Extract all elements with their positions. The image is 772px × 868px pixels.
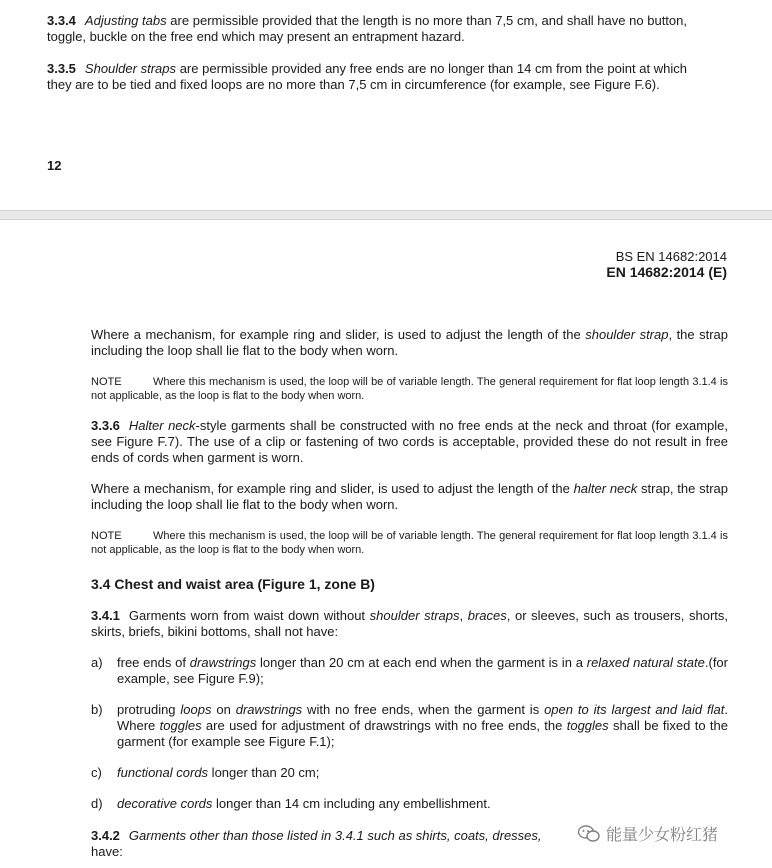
term: braces <box>467 608 507 623</box>
header-standard: BS EN 14682:2014 <box>615 249 727 264</box>
term: halter neck <box>573 481 638 496</box>
text-run: , or sleeves, such as trousers, shorts, skirts, briefs, bikini bottoms, shall not have: <box>91 608 729 639</box>
wechat-icon <box>578 825 600 843</box>
mechanism-paragraph-2 <box>91 481 728 513</box>
clause-number: 3.3.4 <box>47 13 76 28</box>
clause-3-4-2-continuation: have: <box>91 844 123 859</box>
clause-term: Adjusting tabs <box>84 13 167 28</box>
list-item-b <box>91 702 728 750</box>
mechanism-paragraph-1 <box>91 327 728 359</box>
header-en: EN 14682:2014 (E) <box>606 264 727 280</box>
clause-number: 3.3.6 <box>91 418 120 433</box>
term: decorative cords <box>117 796 213 811</box>
text-run: . Where <box>117 702 729 733</box>
term: functional cords <box>117 765 209 780</box>
term: drawstrings <box>189 655 257 670</box>
text-run: longer than 20 cm at each end when the garment is in a <box>256 655 587 670</box>
text-run: , <box>459 608 468 623</box>
list-label: c) <box>91 765 102 780</box>
clause-term: Halter neck <box>128 418 196 433</box>
list-item-d <box>91 796 728 812</box>
term: shoulder straps <box>369 608 460 623</box>
term: toggles <box>566 718 609 733</box>
list-text <box>117 796 728 812</box>
list-text <box>117 655 728 687</box>
term: drawstrings <box>235 702 303 717</box>
clause-text: are permissible provided any free ends are no longer than 14 cm from the point at which they are to be tied and fixed loops are no more than 7,5 cm in circumference (for example, see Figure F.6). <box>47 61 687 92</box>
top-page <box>0 0 772 210</box>
text-run: Garments other than those listed in 3.4.1 such as shirts, coats, dresses, <box>128 828 542 843</box>
clause-3-3-6 <box>91 418 728 466</box>
clause-text: are permissible provided that the length is no more than 7,5 cm, and shall have no button, toggle, buckle on the free end which may present an entrapment hazard. <box>47 13 687 44</box>
note-2 <box>91 529 728 557</box>
text-run: are used for adjustment of drawstrings with no free ends, the <box>201 718 567 733</box>
text-run: strap, the strap including the loop shall lie flat to the body when worn. <box>91 481 728 512</box>
term: open to its largest and laid flat <box>544 702 725 717</box>
page-number: 12 <box>47 158 62 173</box>
text-run: Where a mechanism, for example ring and slider, is used to adjust the length of the <box>91 481 574 496</box>
note-1 <box>91 375 728 403</box>
text-run: on <box>211 702 236 717</box>
text-run: , the strap including the loop shall lie flat to the body when worn. <box>91 327 729 358</box>
clause-number: 3.3.5 <box>47 61 76 76</box>
watermark <box>578 822 718 845</box>
list-item-a <box>91 655 728 687</box>
note-text: Where this mechanism is used, the loop will be of variable length. The general requirement for flat loop length 3.1.4 is not applicable, as the loop is flat to the body when worn. <box>91 376 728 402</box>
text-run: protruding <box>117 702 181 717</box>
list-text <box>117 702 728 750</box>
text-run: longer than 20 cm; <box>208 765 320 780</box>
list-label: a) <box>91 655 103 670</box>
note-text: Where this mechanism is used, the loop will be of variable length. The general requirement for flat loop length 3.1.4 is not applicable, as the loop is flat to the body when worn. <box>91 530 728 556</box>
section-heading-3-4: 3.4 Chest and waist area (Figure 1, zone B) <box>91 576 375 592</box>
term: relaxed natural state <box>586 655 705 670</box>
note-label: NOTE <box>91 376 122 388</box>
list-item-c <box>91 765 728 781</box>
term: shoulder strap <box>585 327 669 342</box>
clause-term: Shoulder straps <box>84 61 177 76</box>
clause-3-3-4 <box>47 13 687 45</box>
list-text <box>117 765 728 781</box>
clause-text: -style garments shall be constructed with no free ends at the neck and throat (for example, see Figure F.7). The use of a clip or fastening of two cords is acceptable, provided these do not result in free ends of cords when garment is worn. <box>91 418 728 465</box>
text-run: with no free ends, when the garment is <box>302 702 545 717</box>
text-run: Garments worn from waist down without <box>128 608 370 623</box>
bottom-page <box>0 220 772 868</box>
clause-3-4-2 <box>91 828 581 844</box>
clause-number: 3.4.2 <box>91 828 120 843</box>
clause-3-4-1 <box>91 608 728 640</box>
page-separator <box>0 210 772 220</box>
note-label: NOTE <box>91 530 122 542</box>
clause-3-3-5 <box>47 61 687 93</box>
text-run: .(for example, see Figure F.9); <box>117 655 728 686</box>
text-run: Where a mechanism, for example ring and slider, is used to adjust the length of the <box>91 327 586 342</box>
list-label: b) <box>91 702 103 717</box>
clause-number: 3.4.1 <box>91 608 120 623</box>
watermark-text: 能量少女粉红猪 <box>606 827 719 844</box>
term: toggles <box>159 718 202 733</box>
text-run: free ends of <box>117 655 190 670</box>
text-run: shall be fixed to the garment (for example see Figure F.1); <box>117 718 728 749</box>
text-run: longer than 14 cm including any embellishment. <box>212 796 491 811</box>
list-label: d) <box>91 796 103 811</box>
term: loops <box>180 702 212 717</box>
